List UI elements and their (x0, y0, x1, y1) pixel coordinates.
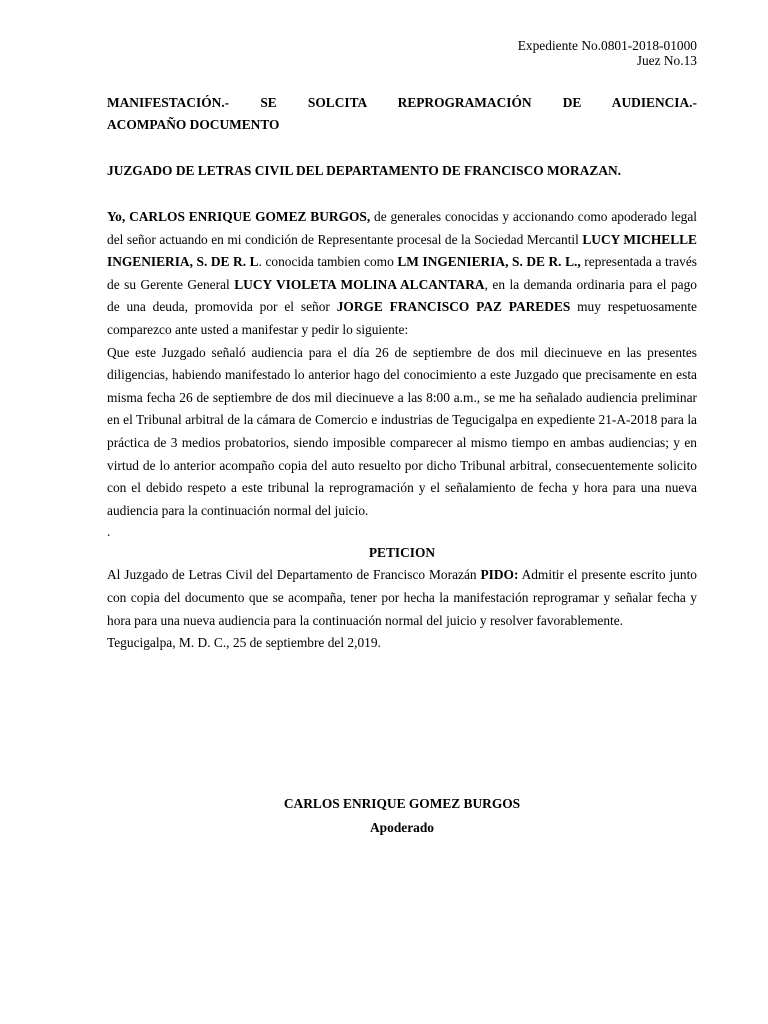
body-paragraph: Que este Juzgado señaló audiencia para el día 26 de septiembre de dos mil diecinueve en las presentes diligencias, habiendo manifestado lo anterior hago del conocimiento a este Juzgado que precisamente en esta misma fecha 26 de septiembre de dos mil diecinueve a las 8:00 a.m., se me ha señalado audiencia preliminar en el Tribunal arbitral de la cámara de Comercio e industrias de Tegucigalpa en expediente 21-A-2018 para la práctica de 3 medios probatorios, siendo imposible comparecer al mismo tiempo en ambas audiencias; y en virtud de lo anterior acompaño copia del auto resuelto por dicho Tribunal arbitral, consecuentemente solicito con el debido respeto a este tribunal la reprogramación y el señalamiento de fecha y hora para una nueva audiencia para la continuación normal del juicio. (107, 344, 697, 518)
peticion-bold-pido: PIDO: (480, 567, 519, 583)
peticion-heading: PETICION (368, 545, 436, 561)
dot-line: . (107, 524, 111, 540)
intro-bold-manager: LUCY VIOLETA MOLINA ALCANTARA (234, 276, 485, 292)
document-title-line1: MANIFESTACIÓN.- SE SOLCITA REPROGRAMACIÓN DE AUDIENCIA.- (107, 95, 697, 110)
document-body (107, 92, 697, 655)
intro-bold-name: Yo, CARLOS ENRIQUE GOMEZ BURGOS, (107, 209, 371, 224)
intro-bold-alias: LM INGENIERIA, S. DE R. L., (397, 254, 581, 270)
intro-bold-company: LUCY MICHELLE INGENIERIA, S. DE R. L (107, 231, 697, 270)
peticion-text-1: Al Juzgado de Letras Civil del Departamento de Francisco Morazán (107, 567, 481, 583)
signature-block (107, 792, 697, 840)
peticion-paragraph (107, 564, 697, 632)
court-name: JUZGADO DE LETRAS CIVIL DEL DEPARTAMENTO DE FRANCISCO MORAZAN. (107, 163, 622, 178)
intro-text-4: , en la demanda ordinaria para el pago de una deuda, promovida por el señor (107, 276, 698, 315)
intro-paragraph (107, 206, 697, 342)
judge-number: Juez No.13 (636, 53, 697, 68)
case-header (518, 38, 697, 68)
intro-text-1: de generales conocidas y accionando como apoderado legal del señor actuando en mi condición de Representante procesal de la Sociedad Mercantil (107, 209, 697, 247)
signature-role: Apoderado (370, 820, 434, 835)
document-title-line2: ACOMPAÑO DOCUMENTO (107, 117, 280, 132)
intro-text-2: . conocida tambien como (258, 254, 398, 270)
case-number: Expediente No.0801-2018-01000 (517, 38, 697, 53)
signature-name: CARLOS ENRIQUE GOMEZ BURGOS (283, 796, 521, 811)
intro-text-3: representada a través de su Gerente General (107, 254, 697, 292)
intro-text-5: muy respetuosamente comparezco ante usted a manifestar y pedir lo siguiente: (107, 299, 697, 337)
peticion-text-2: Admitir el presente escrito junto con copia del documento que se acompaña, tener por hecha la manifestación reprogramar y señalar fecha y hora para una nueva audiencia para la continuación normal del juicio y resolver favorablemente. (107, 567, 697, 628)
place-date: Tegucigalpa, M. D. C., 25 de septiembre del 2,019. (107, 635, 381, 651)
intro-bold-plaintiff: JORGE FRANCISCO PAZ PAREDES (336, 299, 571, 315)
